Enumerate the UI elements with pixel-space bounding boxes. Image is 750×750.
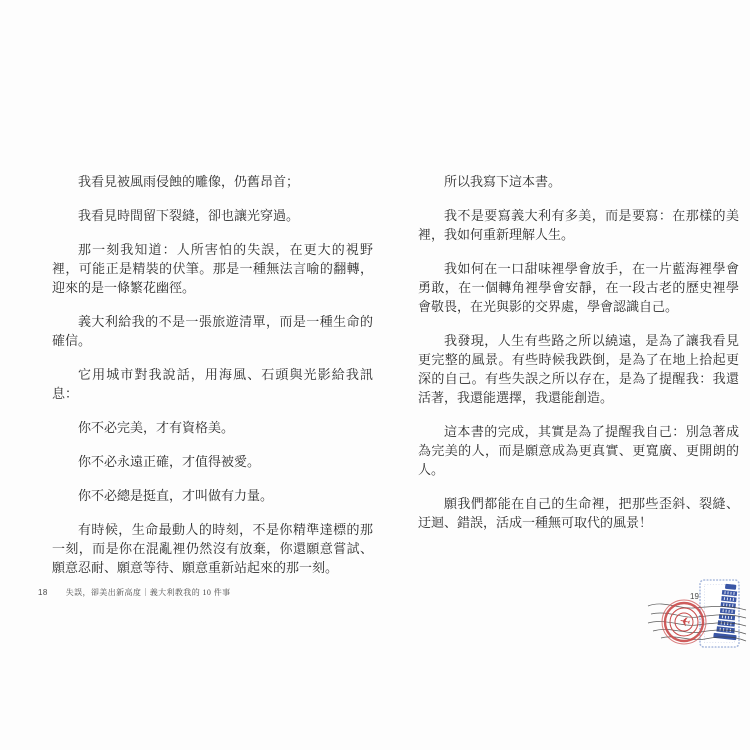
right-page-number: 19	[690, 592, 699, 601]
left-page-text	[52, 172, 373, 592]
paragraph: 那一刻我知道：人所害怕的失誤，在更大的視野裡，可能正是精裝的伏筆。那是一種無法言喻的翻轉，迎來的是一條繁花幽徑。	[52, 242, 373, 295]
paragraph: 所以我寫下這本書。	[444, 174, 562, 189]
pisa-stamp-icon	[643, 568, 748, 660]
paragraph: 你不必永遠正確，才值得被愛。	[78, 454, 261, 469]
paragraph: 義大利給我的不是一張旅遊清單，而是一種生命的確信。	[52, 314, 373, 348]
paragraph: 我不是要寫義大利有多美，而是要寫：在那樣的美裡，我如何重新理解人生。	[418, 208, 739, 242]
paragraph: 我如何在一口甜味裡學會放手，在一片藍海裡學會勇敢，在一個轉角裡學會安靜，在一段古老的歷史裡學會敬畏，在光與影的交界處，學會認識自己。	[418, 261, 739, 314]
paragraph: 有時候，生命最動人的時刻，不是你精準達標的那一刻，而是你在混亂裡仍然沒有放棄，你還願意嘗試、願意忍耐、願意等待、願意重新站起來的那一刻。	[52, 522, 373, 575]
paragraph: 這本書的完成，其實是為了提醒我自己：別急著成為完美的人，而是願意成為更真實、更寬廣、更開朗的人。	[418, 424, 739, 477]
airplane-icon: ✈	[677, 614, 692, 632]
left-page-footer	[38, 587, 231, 598]
paragraph: 你不必完美，才有資格美。	[78, 420, 235, 435]
paragraph: 我看見被風雨侵蝕的雕像，仍舊昂首；	[78, 174, 300, 189]
paragraph: 我看見時間留下裂縫，卻也讓光穿過。	[78, 208, 300, 223]
paragraph: 願我們都能在自己的生命裡，把那些歪斜、裂縫、迂迴、錯誤，活成一種無可取代的風景！	[418, 496, 739, 530]
paragraph: 我發現，人生有些路之所以繞遠，是為了讓我看見更完整的風景。有些時候我跌倒，是為了在地上拾起更深的自己。有些失誤之所以存在，是為了提醒我：我還活著，我還能選擇，我還能創造。	[418, 333, 739, 405]
paragraph: 它用城市對我說話，用海風、石頭與光影給我訊息：	[52, 367, 373, 401]
paragraph: 你不必總是挺直，才叫做有力量。	[78, 488, 274, 503]
postage-stamp-illustration	[643, 568, 748, 660]
left-page-number: 18	[38, 588, 48, 597]
right-page-text	[418, 172, 739, 547]
running-title: 失誤，卻美出新高度｜義大利教我的 10 件事	[65, 588, 231, 597]
